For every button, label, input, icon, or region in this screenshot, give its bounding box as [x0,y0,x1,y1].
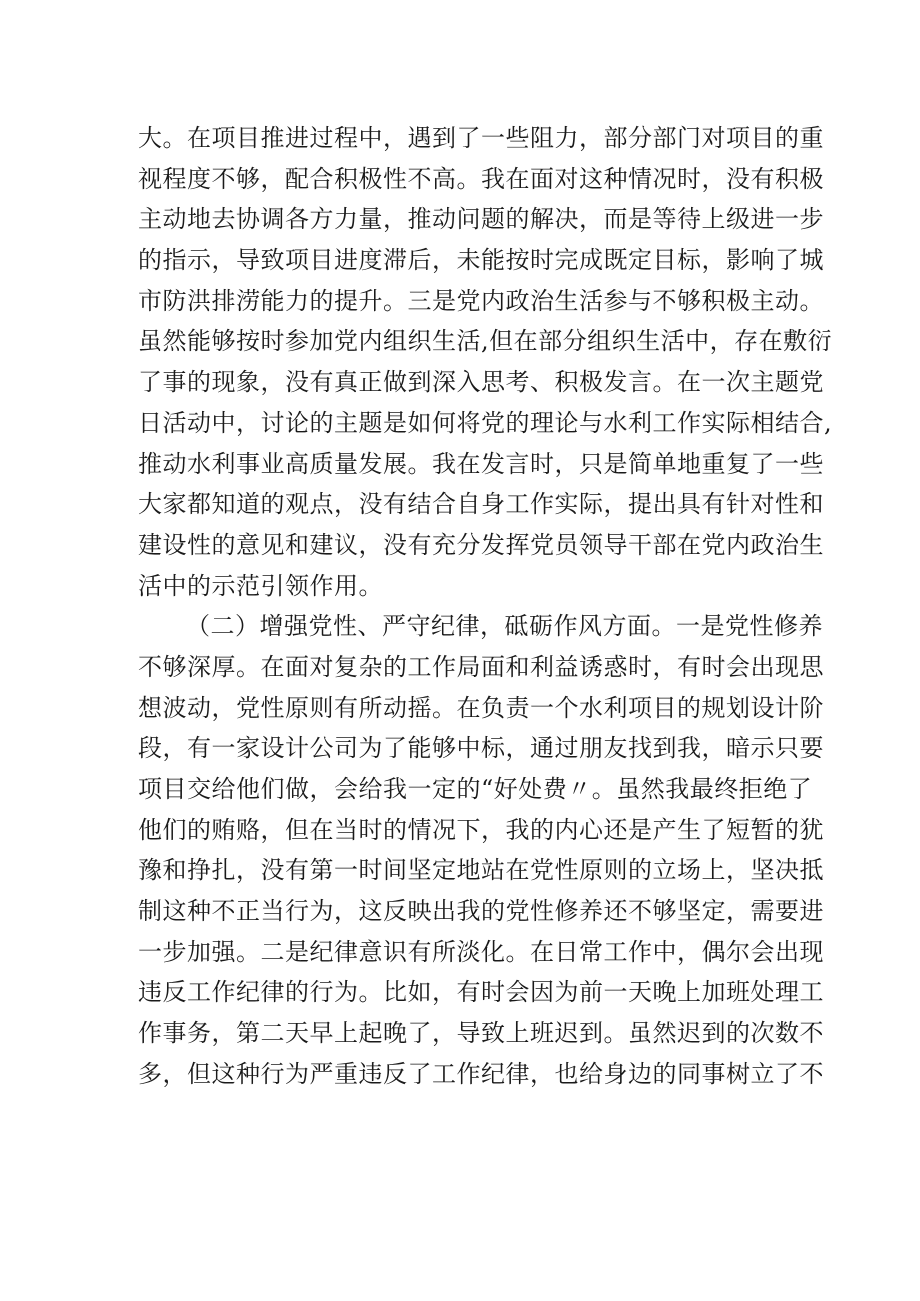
text-line: 大。在项目推进过程中，遇到了一些阻力，部分部门对项目的重 [138,124,824,152]
text-line: 豫和挣扎，没有第一时间坚定地站在党性原则的立场上，坚决抵 [138,856,824,885]
text-line: 一步加强。二是纪律意识有所淡化。在日常工作中，偶尔会出现 [138,937,824,966]
text-line: 大家都知道的观点，没有结合自身工作实际，提出具有针对性和 [138,490,824,519]
text-line: 项目交给他们做，会给我一定的“好处费〃。虽然我最终拒绝了 [138,775,813,803]
text-line: 不够深厚。在面对复杂的工作局面和利益诱惑时，有时会出现思 [138,652,824,681]
text-line: 他们的贿赂，但在当时的情况下，我的内心还是产生了短暂的犹 [138,815,824,844]
document-page [138,118,833,1095]
text-line: 想波动，党性原则有所动摇。在负责一个水利项目的规划设计阶 [138,693,824,722]
text-line: 主动地去协调各方力量，推动问题的解决，而是等待上级进一步 [138,205,824,234]
text-line: 违反工作纪律的行为。比如，有时会因为前一天晚上加班处理工 [138,978,824,1007]
text-line: 市防洪排涝能力的提升。三是党内政治生活参与不够积极主动。 [138,286,824,315]
text-line: 作事务，第二天早上起晚了，导致上班迟到。虽然迟到的次数不 [138,1019,824,1048]
text-line: 段，有一家设计公司为了能够中标，通过朋友找到我，暗示只要 [138,734,824,763]
text-line: 的指示，导致项目进度滞后，未能按时完成既定目标，影响了城 [138,246,824,275]
text-line: 制这种不正当行为，这反映出我的党性修养还不够坚定，需要进 [138,897,824,926]
text-line: 建设性的意见和建议，没有充分发挥党员领导干部在党内政治生 [138,530,824,559]
text-line: 视程度不够，配合积极性不高。我在面对这种情况时，没有积极 [138,164,824,193]
text-line: 推动水利事业高质量发展。我在发言时，只是简单地重复了一些 [138,449,824,478]
text-line: 日活动中，讨论的主题是如何将党的理论与水利工作实际相结合, [138,408,833,437]
text-line: 了事的现象，没有真正做到深入思考、积极发言。在一次主题党 [138,368,824,397]
paragraph-start-line: （二）增强党性、严守纪律，砥砺作风方面。一是党性修养 [186,612,823,641]
text-line: 多，但这种行为严重违反了工作纪律，也给身边的同事树立了不 [138,1059,824,1088]
text-line: 活中的示范引领作用。 [138,571,383,600]
text-line: 虽然能够按时参加党内组织生活,但在部分组织生活中，存在敷衍 [138,327,833,356]
